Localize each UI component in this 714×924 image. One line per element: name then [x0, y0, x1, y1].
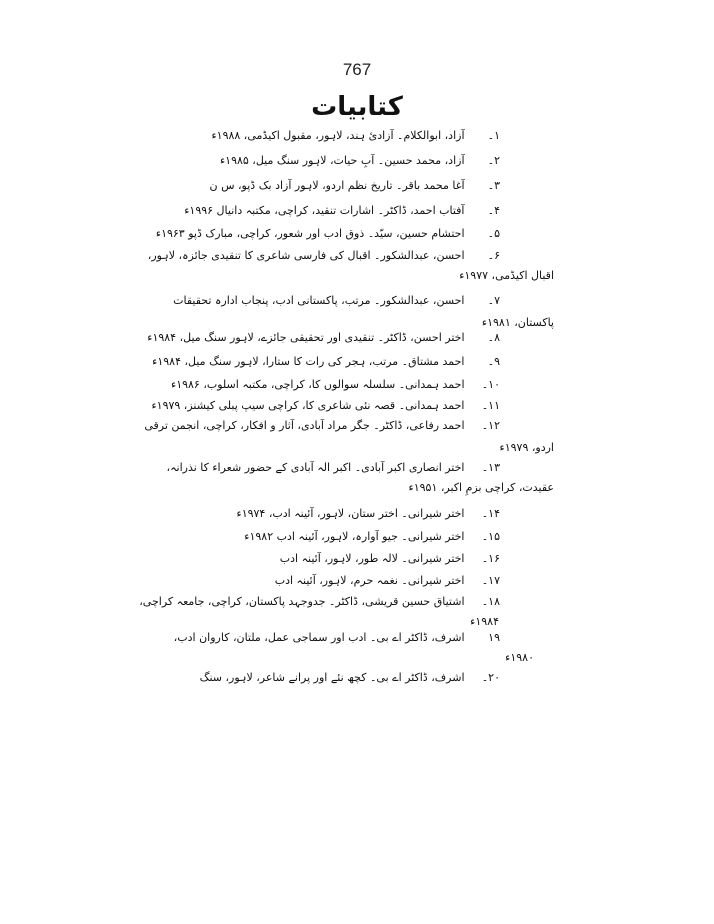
- entry-number: ۱۴۔: [481, 507, 500, 520]
- entry-number: ۱۱۔: [481, 399, 500, 412]
- bibliography-entry: [152, 354, 500, 369]
- bibliography-entry: [200, 529, 500, 544]
- entry-number: ۳۔: [487, 179, 500, 192]
- entry-number: ۱۷۔: [481, 574, 500, 587]
- bibliography-entry: [155, 226, 500, 241]
- page-heading: کتابیات: [311, 92, 403, 122]
- entry-text: آفتاب احمد، ڈاکٹر۔ اشارات تنقید، کراچی، مکتبہ دانیال ۱۹۹۶ء: [184, 204, 465, 217]
- entry-text: اختر شیرانی۔ نغمہ حرم، لاہور، آئینہ ادب: [274, 574, 465, 587]
- entry-text: اشرف، ڈاکٹر اے بی۔ کچھ نئے اور پرانے شاعر، لاہور، سنگ: [199, 671, 465, 684]
- entry-text: اختر شیرانی۔ اختر ستان، لاہور، آئینہ ادب، ۱۹۷۴ء: [236, 507, 465, 520]
- bibliography-entry: [173, 293, 500, 308]
- bibliography-entry: [151, 398, 500, 413]
- bibliography-entry: [200, 128, 500, 143]
- entry-text: آزاد، ابوالکلام۔ آزادیٔ ہند، لاہور، مقبول اکیڈمی، ۱۹۸۸ء: [211, 129, 465, 142]
- entry-number: ۲۰۔: [481, 671, 500, 684]
- entry-continuation: عقیدت، کراچی بزمِ اکبر، ۱۹۵۱ء: [408, 481, 554, 494]
- entry-text: اشتیاق حسین قریشی، ڈاکٹر۔ جدوجہد پاکستان، کراچی، جامعہ کراچی،: [139, 595, 465, 608]
- entry-text: اختر شیرانی۔ لالہ طور، لاہور، آئینہ ادب: [279, 552, 465, 565]
- entry-text: اختر انصاری اکبر آبادی۔ اکبر الہ آبادی کے حضور شعراء کا نذرانہ،: [166, 461, 465, 474]
- bibliography-entry: [166, 460, 500, 475]
- entry-number: ۴۔: [487, 204, 500, 217]
- entry-number: ۱۰۔: [481, 378, 500, 391]
- bibliography-entry: [200, 670, 500, 685]
- bibliography-entry: [200, 178, 500, 193]
- bibliography-entry: [147, 248, 500, 263]
- entry-text: اختر احسن، ڈاکٹر۔ تنقیدی اور تحقیقی جائزے، لاہور سنگ میل، ۱۹۸۴ء: [147, 331, 465, 344]
- entry-continuation: پاکستان، ۱۹۸۱ء: [481, 316, 554, 329]
- entry-number: ۲۔: [487, 154, 500, 167]
- entry-number: ۸۔: [487, 331, 500, 344]
- entry-number: ۱۶۔: [481, 552, 500, 565]
- entry-number: ۵۔: [487, 227, 500, 240]
- entry-number: ۱۳۔: [481, 461, 500, 474]
- entry-number: ۱۵۔: [481, 530, 500, 543]
- bibliography-entry: [200, 573, 500, 588]
- entry-number: ۶۔: [487, 249, 500, 262]
- page-number: 767: [342, 60, 372, 79]
- entry-number: ۹۔: [487, 355, 500, 368]
- entry-continuation: اردو، ۱۹۷۹ء: [499, 441, 554, 454]
- bibliography-entry: [200, 153, 500, 168]
- entry-text: احمد ہمدانی۔ قصہ نئی شاعری کا، کراچی سیپ پبلی کیشنز، ۱۹۷۹ء: [151, 399, 465, 412]
- entry-text: آزاد، محمد حسین۔ آبِ حیات، لاہور سنگ میل، ۱۹۸۵ء: [219, 154, 465, 167]
- entry-continuation: اقبال اکیڈمی، ۱۹۷۷ء: [459, 269, 554, 282]
- entry-text: آغا محمد باقر۔ تاریخ نظم اردو، لاہور آزاد بک ڈپو، س ن: [209, 179, 465, 192]
- entry-number: ۱۔: [487, 129, 500, 142]
- entry-text: اشرف، ڈاکٹر اے بی۔ ادب اور سماجی عمل، ملتان، کاروان ادب،: [173, 631, 465, 644]
- bibliography-entry: [173, 630, 500, 645]
- bibliography-entry: [200, 506, 500, 521]
- entry-continuation: ۱۹۸۰ء: [505, 651, 534, 664]
- entry-text: احمد رفاعی، ڈاکٹر۔ جگر مراد آبادی، آثار و افکار، کراچی، انجمن ترقی: [144, 419, 465, 432]
- bibliography-entry: [144, 418, 500, 433]
- entry-text: احسن، عبدالشکور۔ مرتب، پاکستانی ادب، پنجاب ادارہ تحقیقات: [173, 294, 465, 307]
- bibliography-entry: [147, 330, 500, 345]
- entry-continuation: ۱۹۸۴ء: [470, 615, 499, 628]
- entry-number: ۱۸۔: [481, 595, 500, 608]
- entry-number: ۱۲۔: [481, 419, 500, 432]
- entry-text: احسن، عبدالشکور۔ اقبال کی فارسی شاعری کا تنقیدی جائزہ، لاہور،: [147, 249, 465, 262]
- entry-number: ۱۹: [488, 631, 500, 644]
- bibliography-entry: [139, 594, 500, 609]
- entry-text: اختر شیرانی۔ جیو آوارہ، لاہور، آئینہ ادب ۱۹۸۲ء: [244, 530, 465, 543]
- bibliography-entry: [200, 551, 500, 566]
- entry-text: احمد مشتاق۔ مرتب، ہجر کی رات کا ستارا، لاہور سنگ میل، ۱۹۸۴ء: [152, 355, 465, 368]
- entry-number: ۷۔: [487, 294, 500, 307]
- bibliography-entry: [184, 203, 500, 218]
- entry-text: احتشام حسین، سیّد۔ ذوق ادب اور شعور، کراچی، مبارک ڈپو ۱۹۶۳ء: [155, 227, 465, 240]
- entry-text: احمد ہمدانی۔ سلسلہ سوالوں کا، کراچی، مکتبہ اسلوب، ۱۹۸۶ء: [171, 378, 465, 391]
- bibliography-entry: [171, 377, 500, 392]
